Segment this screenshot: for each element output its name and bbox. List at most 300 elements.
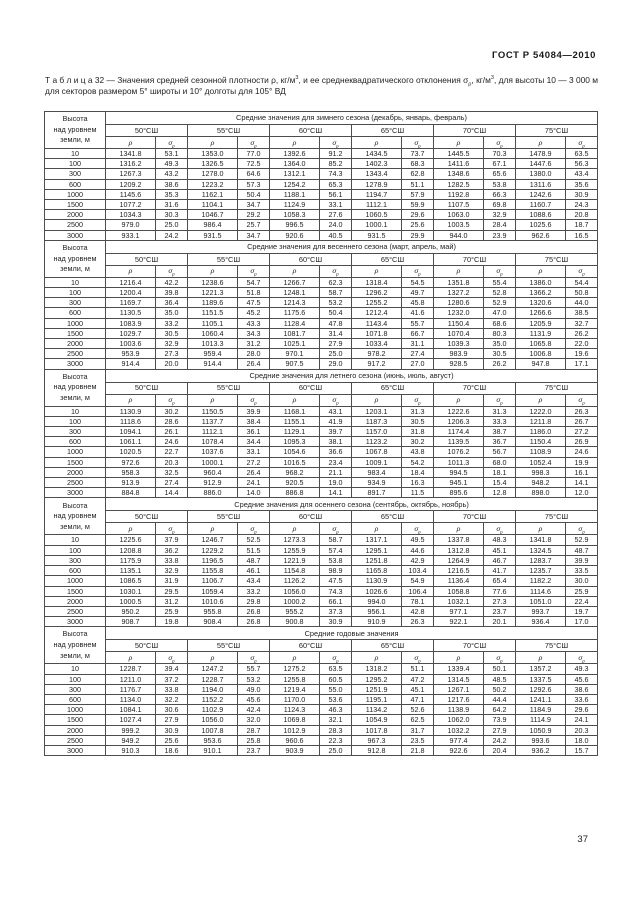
data-cell: 54.9 (402, 576, 434, 586)
height-value: 1000 (45, 705, 106, 715)
data-cell: 1063.0 (434, 210, 484, 220)
latitude-header: 70°СШ (434, 382, 516, 394)
sigma-rho-symbol: $\sigma_\rho$ (566, 652, 598, 664)
data-cell: 49.3 (156, 159, 188, 169)
data-cell: 1081.7 (270, 328, 320, 338)
data-cell: 55.7 (402, 318, 434, 328)
data-cell: 1246.7 (188, 535, 238, 545)
data-cell: 20.4 (484, 745, 516, 755)
data-cell: 32.5 (156, 467, 188, 477)
data-cell: 30.3 (156, 210, 188, 220)
data-cell: 47.2 (402, 674, 434, 684)
data-cell: 1194.7 (352, 189, 402, 199)
data-cell: 1212.4 (352, 308, 402, 318)
data-cell: 32.1 (320, 715, 352, 725)
season-table-2 (44, 369, 598, 499)
latitude-header: 50°СШ (106, 125, 188, 137)
data-cell: 22.7 (156, 447, 188, 457)
data-cell: 30.5 (484, 349, 516, 359)
data-cell: 27.2 (566, 427, 598, 437)
data-cell: 29.6 (402, 210, 434, 220)
data-cell: 14.1 (566, 478, 598, 488)
table-row (45, 406, 598, 416)
data-cell: 77.6 (484, 586, 516, 596)
data-cell: 1071.8 (352, 328, 402, 338)
data-cell: 958.3 (106, 467, 156, 477)
data-cell: 22.0 (566, 339, 598, 349)
data-cell: 1060.4 (188, 328, 238, 338)
data-cell: 900.8 (270, 617, 320, 627)
data-cell: 1084.1 (106, 705, 156, 715)
height-value: 2000 (45, 210, 106, 220)
data-cell: 30.6 (156, 705, 188, 715)
data-cell: 48.5 (484, 674, 516, 684)
data-cell: 30.9 (156, 725, 188, 735)
table-row (45, 427, 598, 437)
data-cell: 1054.9 (352, 715, 402, 725)
data-cell: 25.7 (238, 220, 270, 230)
data-cell: 74.3 (320, 169, 352, 179)
data-cell: 903.9 (270, 745, 320, 755)
data-cell: 26.9 (566, 437, 598, 447)
data-cell: 953.6 (188, 735, 238, 745)
data-cell: 54.2 (402, 457, 434, 467)
data-cell: 1312.1 (270, 169, 320, 179)
data-cell: 1195.1 (352, 694, 402, 704)
data-cell: 42.2 (156, 277, 188, 287)
data-cell: 1104.1 (188, 200, 238, 210)
data-cell: 1150.4 (516, 437, 566, 447)
data-cell: 31.4 (320, 328, 352, 338)
data-cell: 42.8 (402, 606, 434, 616)
data-cell: 47.1 (402, 694, 434, 704)
data-cell: 49.7 (402, 288, 434, 298)
data-cell: 1186.0 (516, 427, 566, 437)
data-cell: 1478.9 (516, 149, 566, 159)
sigma-rho-symbol: $\sigma_\rho$ (402, 652, 434, 664)
height-value: 2500 (45, 735, 106, 745)
rho-symbol: ρ (106, 394, 156, 406)
data-cell: 27.0 (402, 359, 434, 369)
data-cell: 24.3 (566, 200, 598, 210)
table-row (45, 545, 598, 555)
data-cell: 1189.6 (188, 298, 238, 308)
data-cell: 26.2 (484, 359, 516, 369)
rho-symbol: ρ (516, 652, 566, 664)
data-cell: 39.7 (320, 427, 352, 437)
data-cell: 32.9 (156, 339, 188, 349)
data-cell: 1020.5 (106, 447, 156, 457)
data-cell: 60.5 (320, 674, 352, 684)
height-value: 3000 (45, 745, 106, 755)
data-cell: 66.3 (484, 189, 516, 199)
data-cell: 1077.2 (106, 200, 156, 210)
data-cell: 1094.1 (106, 427, 156, 437)
data-cell: 25.8 (238, 735, 270, 745)
table-row (45, 179, 598, 189)
data-cell: 72.5 (238, 159, 270, 169)
data-cell: 908.4 (188, 617, 238, 627)
data-cell: 1318.2 (352, 664, 402, 674)
data-cell: 960.4 (188, 467, 238, 477)
data-cell: 36.4 (156, 298, 188, 308)
height-value: 2000 (45, 596, 106, 606)
data-cell: 51.5 (238, 545, 270, 555)
data-cell: 1000.5 (106, 596, 156, 606)
data-cell: 993.6 (516, 735, 566, 745)
data-cell: 1296.2 (352, 288, 402, 298)
data-cell: 36.6 (320, 447, 352, 457)
rho-symbol: ρ (188, 652, 238, 664)
data-cell: 36.1 (238, 427, 270, 437)
data-cell: 37.9 (156, 535, 188, 545)
height-value: 3000 (45, 359, 106, 369)
data-cell: 910.3 (106, 745, 156, 755)
height-value: 2000 (45, 339, 106, 349)
data-cell: 1251.9 (352, 684, 402, 694)
data-cell: 886.8 (270, 488, 320, 498)
data-cell: 36.2 (156, 545, 188, 555)
data-cell: 19.9 (566, 457, 598, 467)
section-title: Средние значения для весеннего сезона (март, апрель, май) (106, 240, 598, 253)
data-cell: 1337.5 (516, 674, 566, 684)
data-cell: 970.1 (270, 349, 320, 359)
data-cell: 908.7 (106, 617, 156, 627)
sigma-rho-symbol: $\sigma_\rho$ (156, 265, 188, 277)
data-cell: 1327.2 (434, 288, 484, 298)
data-cell: 898.0 (516, 488, 566, 498)
rho-symbol: ρ (106, 523, 156, 535)
data-cell: 1067.8 (352, 447, 402, 457)
data-cell: 1318.4 (352, 277, 402, 287)
data-cell: 16.1 (566, 467, 598, 477)
data-cell: 30.9 (320, 617, 352, 627)
data-cell: 24.1 (238, 478, 270, 488)
data-cell: 14.1 (320, 488, 352, 498)
rho-symbol: ρ (352, 652, 402, 664)
latitude-header: 70°СШ (434, 253, 516, 265)
data-cell: 1232.0 (434, 308, 484, 318)
data-cell: 31.8 (402, 427, 434, 437)
data-cell: 25.6 (402, 220, 434, 230)
data-cell: 27.3 (484, 596, 516, 606)
data-cell: 1447.6 (516, 159, 566, 169)
data-cell: 43.4 (238, 576, 270, 586)
data-cell: 50.4 (238, 189, 270, 199)
data-cell: 993.7 (516, 606, 566, 616)
data-cell: 1228.7 (188, 674, 238, 684)
data-cell: 1392.6 (270, 149, 320, 159)
data-cell: 38.1 (320, 437, 352, 447)
data-cell: 26.8 (238, 606, 270, 616)
height-value: 1000 (45, 447, 106, 457)
data-cell: 54.5 (402, 277, 434, 287)
data-cell: 960.6 (270, 735, 320, 745)
table-row (45, 457, 598, 467)
sigma-rho-symbol: $\sigma_\rho$ (566, 265, 598, 277)
data-cell: 91.2 (320, 149, 352, 159)
latitude-header: 70°СШ (434, 125, 516, 137)
data-cell: 50.1 (484, 664, 516, 674)
data-cell: 17.0 (566, 617, 598, 627)
data-cell: 18.1 (484, 467, 516, 477)
data-cell: 80.3 (484, 328, 516, 338)
data-cell: 45.6 (566, 674, 598, 684)
data-cell: 98.9 (320, 566, 352, 576)
data-cell: 1130.9 (352, 576, 402, 586)
table-row (45, 705, 598, 715)
data-cell: 1184.9 (516, 705, 566, 715)
data-cell: 1280.6 (434, 298, 484, 308)
data-cell: 28.7 (238, 725, 270, 735)
data-cell: 34.7 (238, 230, 270, 240)
data-cell: 1221.9 (270, 555, 320, 565)
table-row (45, 576, 598, 586)
data-cell: 63.5 (566, 149, 598, 159)
data-cell: 19.8 (156, 617, 188, 627)
data-cell: 1150.4 (434, 318, 484, 328)
data-cell: 53.1 (156, 149, 188, 159)
height-value: 100 (45, 159, 106, 169)
rho-symbol: ρ (352, 265, 402, 277)
sigma-rho-symbol: $\sigma_\rho$ (566, 394, 598, 406)
data-cell: 1083.9 (106, 318, 156, 328)
rho-symbol: ρ (270, 394, 320, 406)
data-cell: 1105.1 (188, 318, 238, 328)
data-cell: 26.7 (566, 416, 598, 426)
section-title: Средние значения для летнего сезона (июнь, июль, август) (106, 369, 598, 382)
data-cell: 42.4 (238, 705, 270, 715)
sigma-rho-symbol: $\sigma_\rho$ (156, 652, 188, 664)
rho-symbol: ρ (516, 523, 566, 535)
latitude-header: 75°СШ (516, 640, 598, 652)
rho-symbol: ρ (516, 137, 566, 149)
data-cell: 26.1 (156, 427, 188, 437)
data-cell: 74.3 (320, 586, 352, 596)
data-cell: 49.0 (238, 684, 270, 694)
data-cell: 1211.8 (516, 416, 566, 426)
data-cell: 999.2 (106, 725, 156, 735)
data-cell: 17.1 (566, 359, 598, 369)
data-cell: 26.4 (238, 467, 270, 477)
data-cell: 52.5 (238, 535, 270, 545)
data-cell: 58.7 (320, 288, 352, 298)
sigma-rho-symbol: $\sigma_\rho$ (484, 652, 516, 664)
data-cell: 32.9 (156, 566, 188, 576)
data-cell: 35.6 (566, 179, 598, 189)
data-cell: 48.7 (238, 555, 270, 565)
data-cell: 977.4 (434, 735, 484, 745)
table-row (45, 318, 598, 328)
data-cell: 1033.4 (352, 339, 402, 349)
data-cell: 35.0 (484, 339, 516, 349)
data-cell: 16.3 (402, 478, 434, 488)
table-row (45, 210, 598, 220)
data-cell: 1225.6 (106, 535, 156, 545)
data-cell: 64.2 (484, 705, 516, 715)
data-cell: 914.4 (188, 359, 238, 369)
rho-symbol: ρ (434, 394, 484, 406)
latitude-header: 50°СШ (106, 640, 188, 652)
data-cell: 23.9 (484, 230, 516, 240)
data-cell: 1254.2 (270, 179, 320, 189)
data-cell: 70.3 (484, 149, 516, 159)
data-cell: 29.5 (156, 586, 188, 596)
data-cell: 1095.3 (270, 437, 320, 447)
data-cell: 1242.6 (516, 189, 566, 199)
data-cell: 1203.1 (352, 406, 402, 416)
data-cell: 1157.0 (352, 427, 402, 437)
data-cell: 1341.8 (516, 535, 566, 545)
data-cell: 23.7 (484, 606, 516, 616)
data-cell: 1278.0 (188, 169, 238, 179)
data-cell: 1351.8 (434, 277, 484, 287)
data-cell: 36.7 (484, 437, 516, 447)
height-value: 300 (45, 684, 106, 694)
data-cell: 24.2 (156, 230, 188, 240)
data-cell: 1032.1 (434, 596, 484, 606)
data-cell: 49.3 (566, 664, 598, 674)
data-cell: 1076.2 (434, 447, 484, 457)
data-cell: 31.2 (156, 596, 188, 606)
data-cell: 945.1 (434, 478, 484, 488)
height-value: 100 (45, 288, 106, 298)
latitude-header: 70°СШ (434, 511, 516, 523)
table-row (45, 488, 598, 498)
rho-symbol: ρ (188, 394, 238, 406)
rho-symbol: ρ (106, 652, 156, 664)
data-cell: 28.6 (156, 416, 188, 426)
sigma-rho-symbol: $\sigma_\rho$ (320, 137, 352, 149)
table-row (45, 617, 598, 627)
data-cell: 1135.1 (106, 566, 156, 576)
height-value: 10 (45, 406, 106, 416)
data-cell: 1278.9 (352, 179, 402, 189)
data-cell: 948.2 (516, 478, 566, 488)
data-cell: 52.8 (484, 288, 516, 298)
data-cell: 1145.6 (106, 189, 156, 199)
data-cell: 931.5 (188, 230, 238, 240)
data-cell: 1364.0 (270, 159, 320, 169)
data-cell: 12.0 (566, 488, 598, 498)
table-row (45, 308, 598, 318)
data-cell: 56.7 (484, 447, 516, 457)
rho-symbol: ρ (434, 652, 484, 664)
data-cell: 934.9 (352, 478, 402, 488)
season-table-0 (44, 111, 598, 241)
data-cell: 1124.9 (270, 200, 320, 210)
data-cell: 18.4 (402, 467, 434, 477)
data-cell: 25.9 (566, 586, 598, 596)
data-cell: 912.8 (352, 745, 402, 755)
latitude-header: 55°СШ (188, 125, 270, 137)
data-cell: 1169.7 (106, 298, 156, 308)
latitude-header: 65°СШ (352, 125, 434, 137)
data-cell: 46.3 (320, 705, 352, 715)
data-cell: 50.2 (484, 684, 516, 694)
height-value: 100 (45, 545, 106, 555)
rho-symbol: ρ (106, 265, 156, 277)
data-cell: 936.2 (516, 745, 566, 755)
data-cell: 917.2 (352, 359, 402, 369)
data-cell: 32.9 (484, 210, 516, 220)
data-cell: 31.3 (484, 406, 516, 416)
data-cell: 30.5 (402, 416, 434, 426)
latitude-header: 65°СШ (352, 511, 434, 523)
data-cell: 1124.3 (270, 705, 320, 715)
table-row (45, 437, 598, 447)
data-cell: 1155.1 (270, 416, 320, 426)
data-cell: 1058.8 (434, 586, 484, 596)
data-cell: 73.9 (484, 715, 516, 725)
data-cell: 1216.4 (106, 277, 156, 287)
height-value: 1500 (45, 457, 106, 467)
data-cell: 52.9 (484, 298, 516, 308)
data-cell: 14.4 (156, 488, 188, 498)
data-cell: 1056.0 (270, 586, 320, 596)
sigma-rho-symbol: $\sigma_\rho$ (402, 137, 434, 149)
rho-symbol: ρ (434, 137, 484, 149)
data-cell: 1162.1 (188, 189, 238, 199)
data-cell: 1337.8 (434, 535, 484, 545)
data-cell: 1266.7 (270, 277, 320, 287)
data-cell: 43.3 (238, 318, 270, 328)
latitude-header: 50°СШ (106, 511, 188, 523)
data-cell: 1006.8 (516, 349, 566, 359)
height-value: 10 (45, 149, 106, 159)
data-cell: 1282.5 (434, 179, 484, 189)
data-cell: 1176.7 (106, 684, 156, 694)
table-row (45, 328, 598, 338)
rho-symbol: ρ (352, 394, 402, 406)
data-cell: 43.2 (156, 169, 188, 179)
latitude-header: 75°СШ (516, 253, 598, 265)
data-cell: 1131.9 (516, 328, 566, 338)
height-value: 2500 (45, 606, 106, 616)
data-cell: 978.2 (352, 349, 402, 359)
data-cell: 43.4 (566, 169, 598, 179)
data-cell: 1051.0 (516, 596, 566, 606)
height-value: 1500 (45, 715, 106, 725)
height-value: 300 (45, 555, 106, 565)
data-cell: 1251.8 (352, 555, 402, 565)
data-cell: 955.2 (270, 606, 320, 616)
section-title: Средние значения для зимнего сезона (декабрь, январь, февраль) (106, 112, 598, 125)
data-cell: 51.8 (238, 288, 270, 298)
table-row (45, 586, 598, 596)
data-cell: 30.9 (566, 189, 598, 199)
data-cell: 1052.4 (516, 457, 566, 467)
data-cell: 1000.1 (188, 457, 238, 467)
sigma-rho-symbol: $\sigma_\rho$ (156, 137, 188, 149)
data-cell: 936.4 (516, 617, 566, 627)
data-cell: 953.9 (106, 349, 156, 359)
data-cell: 28.0 (238, 349, 270, 359)
height-value: 300 (45, 427, 106, 437)
data-cell: 33.5 (566, 566, 598, 576)
data-cell: 1341.8 (106, 149, 156, 159)
data-cell: 1209.2 (106, 179, 156, 189)
height-value: 2000 (45, 467, 106, 477)
data-cell: 956.1 (352, 606, 402, 616)
data-cell: 1217.6 (434, 694, 484, 704)
page-number: 37 (577, 834, 588, 845)
data-cell: 27.6 (320, 210, 352, 220)
data-cell: 1211.0 (106, 674, 156, 684)
height-value: 3000 (45, 230, 106, 240)
data-cell: 1241.1 (516, 694, 566, 704)
data-cell: 66.1 (320, 596, 352, 606)
